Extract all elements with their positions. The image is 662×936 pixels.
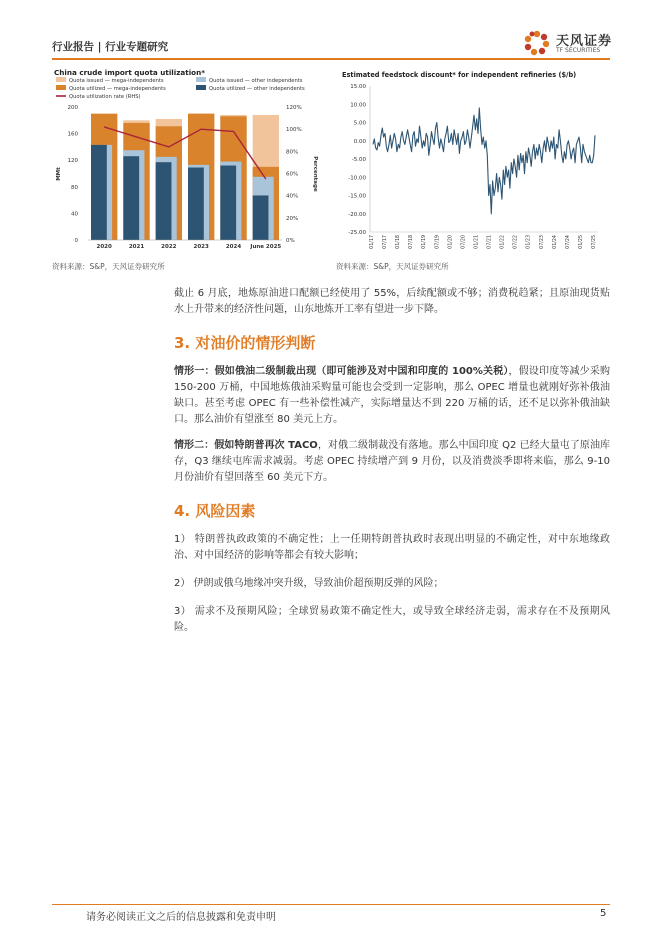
scenario-1-text: ，假设印度等减少采购 150-200 万桶，中国地炼俄油采购量可能也会受到一定影响，那么 OPEC 增量也就刚好弥补俄油缺口。甚至考虑 OPEC 有一些补偿性减产，实际增量达不到 220 万桶的话，还不足以弥补俄油缺口。那么油价有望涨至 80 美元上方。 [174, 366, 611, 425]
paragraph-scenario-2 [174, 438, 610, 486]
bar-other-utilized [91, 145, 107, 240]
x-tick-label: 07/25 [592, 235, 597, 249]
risk-item-2: 2） 伊朗或俄乌地缘冲突升级，导致油价超预期反弹的风险； [174, 578, 444, 589]
footer-divider [52, 904, 610, 905]
paragraph-scenario-1 [174, 364, 610, 428]
y2-tick-label: 0% [286, 238, 295, 244]
y-tick-label: 15.00 [350, 84, 366, 90]
x-tick-label: 2021 [128, 244, 145, 250]
x-tick-label: 2022 [161, 244, 177, 250]
x-tick-label: 07/18 [409, 235, 415, 249]
y2-tick-label: 100% [286, 127, 302, 134]
y-tick-label: -15.00 [348, 193, 366, 200]
x-tick-label: 2023 [193, 244, 209, 250]
scenario-1-title: 情形一：假如俄油二级制裁出现（即可能涉及对中国和印度的 100%关税） [174, 366, 509, 377]
risk-item-3: 3） 需求不及预期风险；全球贸易政策不确定性大，或导致全球经济走弱，需求存在不及预期风险。 [174, 606, 610, 633]
y2-tick-label: 40% [286, 193, 299, 200]
y-tick-label: -25.00 [348, 230, 366, 236]
y-tick-label: 200 [67, 105, 78, 111]
y-axis-label: MMt [56, 167, 62, 181]
section-heading-oil-price: 3. 对油价的情形判断 [174, 334, 316, 352]
x-tick-label: 07/24 [565, 235, 571, 249]
y2-tick-label: 120% [286, 105, 302, 111]
brand-name: 天风证券 [556, 34, 613, 49]
legend-swatch [196, 85, 206, 90]
feedstock-discount-chart [336, 66, 604, 254]
figure-source-left: 资料来源：S&P，天风证券研究所 [52, 262, 165, 271]
bar-other-utilized [156, 162, 172, 240]
x-tick-label: 01/23 [526, 235, 532, 249]
y-tick-label: 80 [71, 184, 78, 191]
brand-name-en: TF SECURITIES [556, 47, 601, 54]
y-tick-label: 5.00 [353, 120, 366, 127]
y-tick-label: -5.00 [351, 157, 366, 163]
x-tick-label: 07/17 [383, 235, 389, 249]
legend-label: Quota utilized — mega-independents [69, 86, 166, 92]
y-tick-label: 0 [74, 238, 78, 244]
figure-source-right: 资料来源：S&P，天风证券研究所 [336, 262, 449, 271]
chart-title: Estimated feedstock discount* for independent refineries ($/b) [342, 71, 577, 79]
x-tick-label: June 2025 [250, 244, 282, 250]
x-tick-label: 01/19 [422, 235, 428, 249]
x-tick-label: 07/19 [435, 235, 441, 249]
y-tick-label: 40 [71, 211, 78, 218]
y-tick-label: 120 [67, 158, 78, 165]
bar-other-utilized [253, 195, 269, 240]
bar-other-utilized [188, 168, 204, 240]
report-category: 行业报告 | 行业专题研究 [52, 41, 169, 53]
y-tick-label: -10.00 [348, 175, 366, 182]
bar-other-utilized [220, 166, 236, 240]
y2-tick-label: 80% [286, 149, 299, 156]
scenario-2-text: ，对俄二级制裁没有落地。那么中国印度 Q2 已经大量屯了原油库存，Q3 继续屯库需求减弱。考虑 OPEC 持续增产到 9 月份，以及消费淡季即将来临，那么 9-10 月份油价有望回落至 60 美元下方。 [174, 440, 610, 483]
x-tick-label: 2020 [96, 244, 112, 250]
y2-tick-label: 20% [286, 215, 299, 222]
bar-other-utilized [123, 156, 139, 240]
x-tick-label: 07/23 [539, 235, 545, 249]
x-tick-label: 07/22 [513, 235, 519, 249]
x-tick-label: 01/18 [396, 235, 402, 249]
legend-label: Quota issued — mega-independents [69, 78, 164, 84]
y-tick-label: 0.00 [353, 138, 366, 145]
paragraph-quota: 截止 6 月底，地炼原油进口配额已经使用了 55%，后续配额或不够；消费税趋紧；且原油现货贴水上升带来的经济性问题，山东地炼开工率有望进一步下降。 [174, 288, 610, 315]
risk-item-1: 1） 特朗普执政政策的不确定性；上一任期特朗普执政时表现出明显的不确定性，对中东地缘政治、对中国经济的影响等都会有较大影响； [174, 534, 610, 561]
x-tick-label: 2024 [225, 244, 242, 250]
legend-swatch [196, 77, 206, 82]
x-tick-label: 01/20 [448, 235, 454, 249]
x-tick-label: 07/20 [461, 235, 467, 249]
y-tick-label: 160 [67, 131, 78, 138]
y2-tick-label: 60% [286, 171, 299, 178]
x-tick-label: 07/21 [487, 235, 493, 249]
y2-axis-label: Percentage [312, 156, 318, 192]
section-heading-risk: 4. 风险因素 [174, 502, 256, 520]
disclaimer-text: 请务必阅读正文之后的信息披露和免责申明 [86, 912, 276, 923]
legend-label: Quota utilization rate (RHS) [69, 94, 141, 100]
legend-swatch [56, 85, 66, 90]
x-tick-label: 01/24 [552, 235, 558, 249]
scenario-2-title: 情形二：假如特朗普再次 TACO [174, 440, 318, 451]
x-tick-label: 01/22 [500, 235, 506, 249]
quota-utilization-chart [52, 66, 320, 254]
legend-swatch [56, 77, 66, 82]
legend-label: Quota utilized — other independents [209, 86, 305, 92]
page-number: 5 [600, 908, 607, 919]
legend-label: Quota issued — other independents [209, 78, 303, 84]
y-tick-label: -20.00 [348, 211, 366, 218]
x-tick-label: 01/17 [370, 235, 375, 249]
chart-title: China crude import quota utilization* [54, 68, 205, 77]
x-tick-label: 01/25 [578, 234, 584, 249]
y-tick-label: 10.00 [350, 102, 366, 109]
x-tick-label: 01/21 [474, 235, 480, 249]
